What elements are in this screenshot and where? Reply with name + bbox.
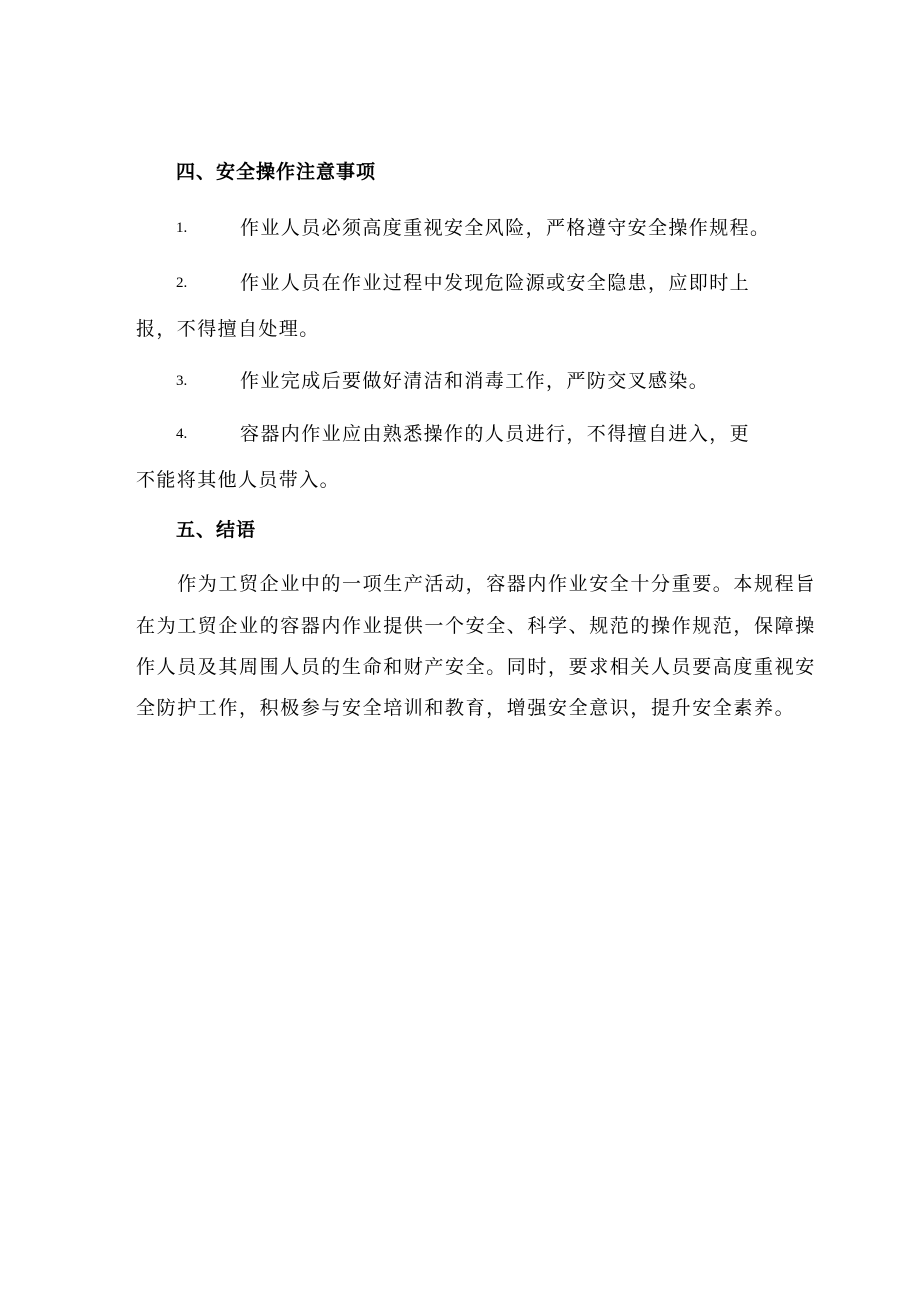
list-text-continued: 不能将其他人员带入。 xyxy=(136,469,341,491)
list-number: 4. xyxy=(176,426,188,442)
list-number: 2. xyxy=(176,275,188,291)
list-number: 3. xyxy=(176,373,188,389)
list-text: 作业完成后要做好清洁和消毒工作，严防交叉感染。 xyxy=(240,370,710,392)
section-4-heading: 四、安全操作注意事项 xyxy=(176,161,377,183)
section-5-heading: 五、结语 xyxy=(176,519,257,541)
list-text: 容器内作业应由熟悉操作的人员进行，不得擅自进入，更 xyxy=(240,423,751,445)
conclusion-paragraph-line: 作人员及其周围人员的生命和财产安全。同时，要求相关人员要高度重视安 xyxy=(136,656,816,678)
list-number: 1. xyxy=(176,220,188,236)
conclusion-paragraph-line: 全防护工作，积极参与安全培训和教育，增强安全意识，提升安全素养。 xyxy=(136,697,796,719)
conclusion-paragraph-line: 在为工贸企业的容器内作业提供一个安全、科学、规范的操作规范，保障操 xyxy=(136,615,816,637)
list-text: 作业人员在作业过程中发现危险源或安全隐患，应即时上 xyxy=(240,272,751,294)
conclusion-paragraph-line: 作为工贸企业中的一项生产活动，容器内作业安全十分重要。本规程旨 xyxy=(136,573,816,595)
list-text-continued: 报，不得擅自处理。 xyxy=(136,318,320,340)
list-text: 作业人员必须高度重视安全风险，严格遵守安全操作规程。 xyxy=(240,217,771,239)
